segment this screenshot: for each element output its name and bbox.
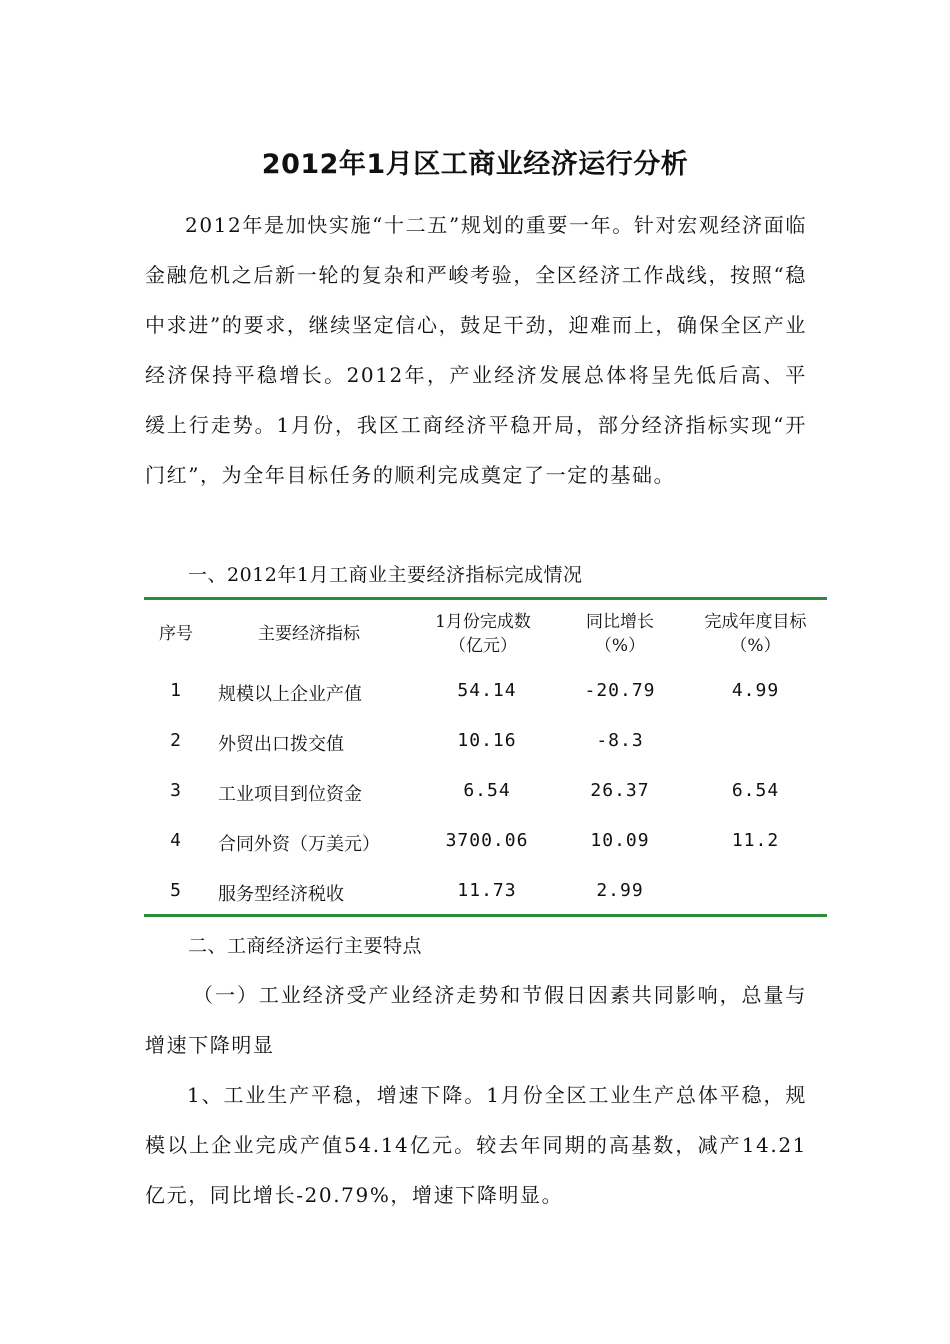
subsection-heading-1: （一）工业经济受产业经济走势和节假日因素共同影响，总量与增速下降明显 [145, 983, 807, 1057]
row-3-jan: 6.54 [463, 780, 511, 801]
row-3-target: 6.54 [731, 780, 780, 801]
header-yoy-line1: 同比增长 [586, 612, 654, 632]
row-3-indicator: 工业项目到位资金 [218, 784, 362, 805]
row-1-jan: 54.14 [457, 680, 517, 701]
row-4-yoy: 10.09 [590, 830, 650, 851]
row-5-yoy: 2.99 [596, 880, 644, 901]
intro-paragraph: 2012年是加快实施“十二五”规划的重要一年。针对宏观经济面临金融危机之后新一轮的复杂和严峻考验，全区经济工作战线，按照“稳中求进”的要求，继续坚定信心，鼓足干劲，迎难而上，确保全区产业经济保持平稳增长。2012年，产业经济发展总体将呈先低后高、平缓上行走势。1月份，我区工商经济平稳开局，部分经济指标实现“开门红”，为全年目标任务的顺利完成奠定了一定的基础。 [145, 213, 807, 487]
row-2-seq: 2 [170, 730, 182, 751]
row-3-seq: 3 [170, 780, 182, 801]
header-target-line1: 完成年度目标 [704, 612, 807, 632]
header-target-line2: （%） [730, 636, 781, 656]
indicators-table [144, 597, 827, 917]
row-1-target: 4.99 [731, 680, 780, 701]
header-indicator: 主要经济指标 [258, 624, 360, 644]
document-title: 2012年1月区工商业经济运行分析 [261, 149, 689, 180]
point-1-paragraph: 1、工业生产平稳，增速下降。1月份全区工业生产总体平稳，规模以上企业完成产值54.14亿元。较去年同期的高基数，减产14.21亿元，同比增长-20.79%，增速下降明显。 [145, 1083, 807, 1207]
header-yoy-line2: （%） [594, 636, 646, 656]
row-5-jan: 11.73 [457, 880, 517, 901]
row-4-seq: 4 [170, 830, 182, 851]
table-bottom-rule [144, 914, 827, 917]
header-seq: 序号 [159, 624, 193, 644]
row-1-yoy: -20.79 [584, 680, 656, 701]
row-4-indicator: 合同外资（万美元） [218, 834, 380, 855]
header-jan-line2: （亿元） [449, 636, 517, 656]
row-3-yoy: 26.37 [590, 780, 650, 801]
row-4-jan: 3700.06 [445, 830, 529, 851]
row-2-indicator: 外贸出口拨交值 [218, 734, 344, 755]
row-1-indicator: 规模以上企业产值 [218, 684, 362, 705]
table-top-rule [144, 597, 827, 600]
row-5-seq: 5 [170, 880, 182, 901]
row-1-seq: 1 [170, 680, 182, 701]
row-4-target: 11.2 [731, 830, 780, 851]
row-2-yoy: -8.3 [596, 730, 644, 751]
section-heading-1: 一、2012年1月工商业主要经济指标完成情况 [188, 564, 583, 586]
header-jan-line1: 1月份完成数 [435, 612, 531, 632]
row-5-indicator: 服务型经济税收 [218, 884, 344, 905]
row-2-jan: 10.16 [457, 730, 517, 751]
section-heading-2: 二、工商经济运行主要特点 [188, 935, 423, 957]
